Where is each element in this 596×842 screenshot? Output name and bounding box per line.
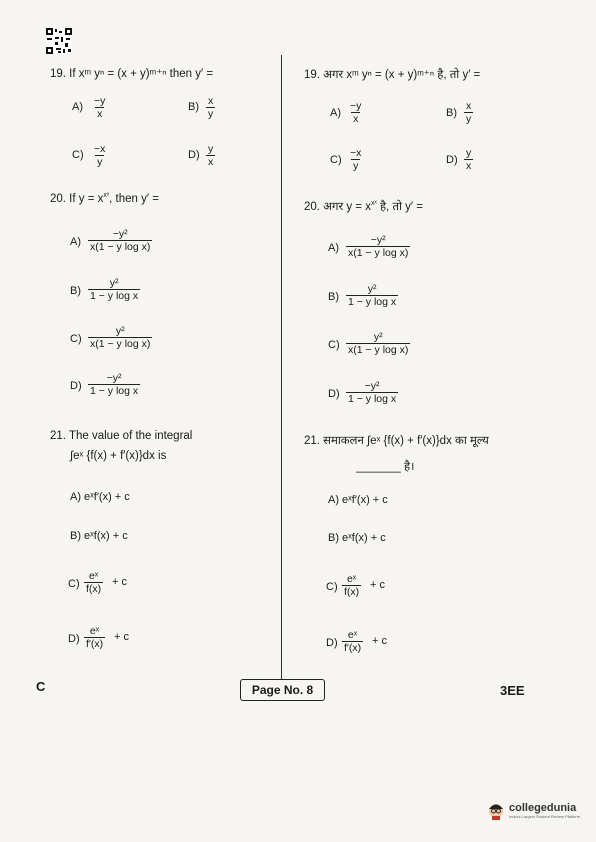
q19-stem-hi: 19. अगर xᵐ yⁿ = (x + y)ᵐ⁺ⁿ है, तो y′ = (304, 69, 481, 81)
q21-hi-opt-b: B) eˣf(x) + c (328, 532, 386, 544)
q21-opt-b: B) eˣf(x) + c (70, 530, 128, 542)
q21-opt-d-tail: + c (114, 631, 129, 643)
q20-opt-b: $\frac{\text{y²}}{\text{1 − y log x}}$ (90, 277, 139, 303)
q21-opt-c: $\frac{\text{eˣ}}{f(x)}$ (86, 570, 102, 596)
q20-opt-b-label: B) (70, 285, 81, 297)
q19-stem-en: 19. If xᵐ yⁿ = (x + y)ᵐ⁺ⁿ then y′ = (50, 68, 214, 80)
q21-hi-opt-d: $\frac{\text{eˣ}}{f'(x)}$ (344, 629, 362, 655)
logo-name: collegedunia (509, 801, 577, 814)
q19-hi-opt-b: $\frac{x}{y}$ (466, 100, 472, 126)
q20-hi-opt-d-label: D) (328, 388, 340, 400)
q20-opt-c-label: C) (70, 333, 82, 345)
logo-tagline: India's Largest Student Review Platform (509, 813, 581, 819)
q19-hi-opt-c: $\frac{-x}{y}$ (350, 147, 362, 173)
q20-opt-a: $\frac{\text{−y²}}{\text{x(1 − y log x)}}$ (90, 228, 151, 254)
page-number: Page No. 8 (240, 679, 325, 701)
q20-hi-opt-a: $\frac{\text{−y²}}{\text{x(1 − y log x)}}$ (348, 234, 409, 260)
q20-hi-opt-b-label: B) (328, 291, 339, 303)
q21-hi-opt-c-label: C) (326, 581, 338, 593)
q20-opt-c: $\frac{\text{y²}}{\text{x(1 − y log x)}}$ (90, 325, 151, 351)
q19-hi-opt-c-label: C) (330, 154, 342, 166)
q20-opt-d-label: D) (70, 380, 82, 392)
q20-hi-opt-d: $\frac{\text{−y²}}{\text{1 − y log x}}$ (348, 380, 397, 406)
q19-opt-b-label: B) (188, 101, 199, 113)
collegedunia-logo (486, 800, 580, 820)
q20-hi-opt-a-label: A) (328, 242, 339, 254)
qr-code-icon (46, 28, 72, 54)
q19-opt-d-label: D) (188, 149, 200, 161)
q21-stem-en: 21. The value of the integral (50, 430, 193, 442)
q19-opt-b: $\frac{x}{y}$ (208, 95, 214, 121)
q21-opt-d-label: D) (68, 633, 80, 645)
q19-hi-opt-b-label: B) (446, 107, 457, 119)
q21-hi-opt-d-tail: + c (372, 635, 387, 647)
q19-opt-d: $\frac{y}{x}$ (208, 143, 214, 169)
q20-stem-hi: 20. अगर $y = x^{xˣ}$ है, तो y′ = (304, 200, 423, 213)
q20-hi-opt-c-label: C) (328, 339, 340, 351)
q20-stem-en: 20. If $y = x^{xˣ}$, then y′ = (50, 192, 159, 205)
q20-hi-opt-b: $\frac{\text{y²}}{\text{1 − y log x}}$ (348, 283, 397, 309)
q20-opt-a-label: A) (70, 236, 81, 248)
booklet-code: 3EE (500, 683, 525, 698)
q19-opt-a: $\frac{-y}{x}$ (94, 95, 106, 121)
q21-integral-en: ∫eˣ {f(x) + f′(x)}dx is (70, 450, 167, 462)
q20-opt-d: $\frac{\text{−y²}}{\text{1 − y log x}}$ (90, 372, 139, 398)
series-code: C (36, 679, 46, 694)
column-divider (281, 55, 282, 680)
q21-hi-opt-c-tail: + c (370, 579, 385, 591)
q21-stem-hi: 21. समाकलन ∫eˣ {f(x) + f′(x)}dx का मूल्य (304, 435, 489, 447)
q21-hi-opt-a: A) eˣf′(x) + c (328, 494, 388, 506)
q21-opt-d: $\frac{\text{eˣ}}{f'(x)}$ (86, 625, 104, 651)
q20-hi-opt-c: $\frac{\text{y²}}{\text{x(1 − y log x)}}$ (348, 331, 409, 357)
q21-blank-hi: _______ है। (356, 461, 415, 473)
q21-opt-c-tail: + c (112, 576, 127, 588)
q21-opt-a: A) eˣf′(x) + c (70, 491, 130, 503)
q19-hi-opt-a-label: A) (330, 107, 341, 119)
q19-opt-c-label: C) (72, 149, 84, 161)
q19-hi-opt-a: $\frac{-y}{x}$ (350, 100, 362, 126)
q21-hi-opt-c: $\frac{\text{eˣ}}{f(x)}$ (344, 573, 360, 599)
q21-opt-c-label: C) (68, 578, 80, 590)
q19-hi-opt-d: $\frac{y}{x}$ (466, 147, 472, 173)
mascot-icon (486, 800, 506, 820)
q19-opt-c: $\frac{-x}{y}$ (94, 143, 106, 169)
q19-opt-a-label: A) (72, 101, 83, 113)
q19-hi-opt-d-label: D) (446, 154, 458, 166)
q21-hi-opt-d-label: D) (326, 637, 338, 649)
